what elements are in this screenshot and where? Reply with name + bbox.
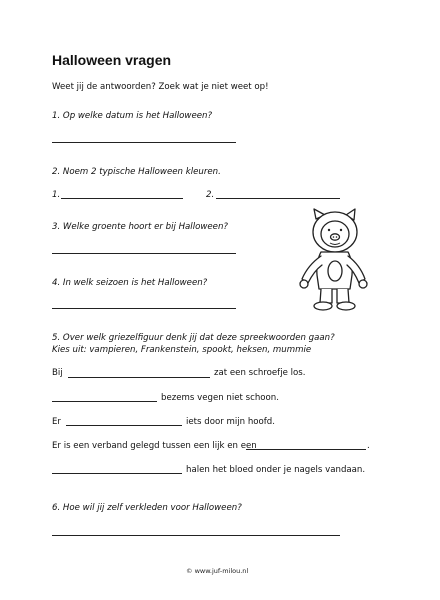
q2-answer-1-label: 1. <box>52 190 61 200</box>
page-title: Halloween vragen <box>52 52 172 68</box>
answer-line-4[interactable] <box>52 308 236 309</box>
sentence-4-end: . <box>367 441 370 451</box>
sentence-2-end: bezems vegen niet schoon. <box>161 393 279 403</box>
footer-copyright: © www.juf-milou.nl <box>186 567 249 575</box>
question-4: 4. In welk seizoen is het Halloween? <box>52 278 208 288</box>
question-3: 3. Welke groente hoort er bij Halloween? <box>52 222 228 232</box>
answer-line-2b[interactable] <box>216 198 340 199</box>
sentence-3-end: iets door mijn hoofd. <box>186 417 275 427</box>
sentence-5-end: halen het bloed onder je nagels vandaan. <box>186 465 366 475</box>
answer-line-6[interactable] <box>52 535 340 536</box>
answer-line-s4[interactable] <box>246 449 366 450</box>
sentence-1-start: Bij <box>52 368 63 378</box>
answer-line-3[interactable] <box>52 253 236 254</box>
q2-answer-2-label: 2. <box>206 190 215 200</box>
sentence-1-end: zat een schroefje los. <box>214 368 306 378</box>
question-2: 2. Noem 2 typische Halloween kleuren. <box>52 167 221 177</box>
answer-line-1[interactable] <box>52 142 236 143</box>
pig-costume-child-icon <box>292 205 374 315</box>
answer-line-s3[interactable] <box>66 425 182 426</box>
question-5-choices: Kies uit: vampieren, Frankenstein, spookt, heksen, mummie <box>52 345 312 355</box>
answer-line-s1[interactable] <box>68 377 210 378</box>
sentence-3-start: Er <box>52 417 61 427</box>
answer-line-s5[interactable] <box>52 473 182 474</box>
intro-text: Weet jij de antwoorden? Zoek wat je niet weet op! <box>52 82 269 92</box>
answer-line-s2[interactable] <box>52 401 157 402</box>
question-6: 6. Hoe wil jij zelf verkleden voor Halloween? <box>52 503 242 513</box>
question-5: 5. Over welk griezelfiguur denk jij dat deze spreekwoorden gaan? <box>52 333 335 343</box>
answer-line-2a[interactable] <box>61 198 183 199</box>
sentence-4-start: Er is een verband gelegd tussen een lijk en een <box>52 441 257 451</box>
question-1: 1. Op welke datum is het Halloween? <box>52 111 213 121</box>
